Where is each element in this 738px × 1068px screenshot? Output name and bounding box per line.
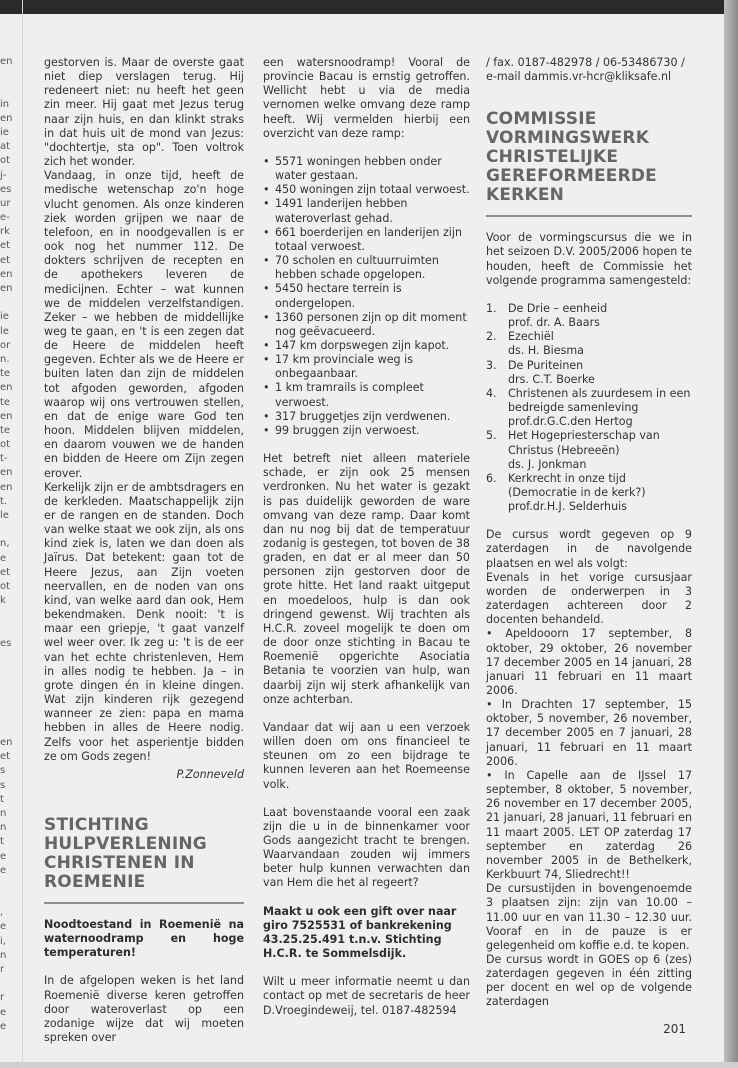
program-title: De Puriteinen bbox=[508, 358, 584, 372]
fragment-line: en bbox=[0, 283, 13, 294]
fragment-line: s bbox=[0, 779, 6, 791]
program-number: 3. bbox=[486, 358, 497, 372]
fragment-line: t bbox=[0, 836, 4, 848]
fragment-line: es bbox=[0, 637, 12, 649]
program-speaker: drs. C.T. Boerke bbox=[508, 372, 595, 386]
col1-intro: gestorven is. Maar de overste gaat niet diep verslagen terug. Hij redeneert niet: nu heeft het geen zin meer. Hij gaat met Jezus terug naar zijn huis, en dan klinkt straks in dat huis uit de mond van Jezus: "dochtertje, sta op". Toen voltrok zich het wonder. bbox=[44, 56, 244, 169]
fragment-line: t bbox=[0, 793, 4, 805]
col1-paragraph-3: In de afgelopen weken is het land Roemenië diverse keren getroffen door wateroverlast op een zodanige wijze dat wij moeten spreken over bbox=[44, 974, 244, 1045]
fragment-line bbox=[0, 977, 14, 991]
fragment-line: en bbox=[0, 382, 13, 394]
fragment-line bbox=[0, 722, 14, 736]
fragment-line: ot bbox=[0, 155, 11, 167]
fragment-line: et bbox=[0, 240, 11, 252]
fragment-line: et bbox=[0, 751, 11, 763]
fragment-line: ur bbox=[0, 197, 11, 209]
author-signature: P.Zonneveld bbox=[176, 767, 244, 781]
fragment-line: e bbox=[0, 552, 7, 564]
damage-item: • 317 bruggetjes zijn verdwenen. bbox=[263, 410, 470, 424]
fragment-line: e bbox=[0, 850, 7, 862]
fragment-line bbox=[0, 679, 14, 693]
fragment-line: or bbox=[0, 339, 11, 351]
gift-details: Maakt u ook een gift over naar giro 7525531 of bankrekening 43.25.25.491 t.n.v. Stichting H.C.R. te Sommelsdijk. bbox=[263, 904, 457, 961]
col3-paragraph-4: De cursus wordt in GOES op 6 (zes) zaterdagen gegeven in één zitting per docent en wel op de volgende zaterdagen bbox=[486, 952, 692, 1009]
fragment-line: rk bbox=[0, 226, 10, 238]
fragment-line: e- bbox=[0, 212, 10, 224]
program-title: Het Hogepriesterschap van Christus (Hebreeën) bbox=[508, 429, 660, 457]
damage-item: • 1491 landerijen hebben wateroverlast gehad. bbox=[263, 197, 470, 225]
contact-line: / fax. 0187-482978 / 06-53486730 / e-mail dammis.vr-hcr@kliksafe.nl bbox=[486, 56, 685, 84]
fragment-line: k bbox=[0, 595, 6, 607]
program-item bbox=[486, 472, 692, 514]
fragment-line: te bbox=[0, 424, 11, 436]
fragment-line: le bbox=[0, 325, 9, 337]
program-title: Christenen als zuurdesem in een bedreigde samenleving bbox=[508, 386, 691, 415]
fragment-line bbox=[0, 708, 14, 722]
fragment-line: en bbox=[0, 56, 13, 67]
schedule-drachten: • In Drachten 17 september, 15 oktober, 5 november, 26 november, 17 december 2005 en 7 januari, 28 januari, 11 februari en 11 maart 2006. bbox=[486, 698, 692, 768]
fragment-line: ie bbox=[0, 126, 9, 138]
damage-item: • 147 km dorpswegen zijn kapot. bbox=[263, 339, 470, 353]
program-speaker: ds. H. Biesma bbox=[508, 344, 584, 358]
fragment-line bbox=[0, 878, 14, 892]
fragment-line: e bbox=[0, 1006, 7, 1018]
fragment-line: es bbox=[0, 183, 12, 195]
col3-paragraph-3: De cursustijden in bovengenoemde 3 plaatsen zijn: zijn van 10.00 – 11.00 uur en van 11.30 – 12.30 uur. Vooraf en in de pauze is er gelegenheid om koffie e.d. te kopen. bbox=[486, 882, 692, 952]
program-number: 6. bbox=[486, 471, 497, 485]
fragment-line: , bbox=[0, 907, 4, 919]
program-speaker: prof.dr.G.C.den Hertog bbox=[508, 415, 633, 429]
fragment-line: n bbox=[0, 807, 7, 819]
program-item bbox=[486, 387, 692, 429]
fragment-line: n, bbox=[0, 538, 10, 550]
fragment-line: en bbox=[0, 737, 13, 748]
fragment-line: s bbox=[0, 765, 6, 777]
program-speaker: prof.dr.H.J. Selderhuis bbox=[508, 500, 627, 514]
program-number: 2. bbox=[486, 330, 497, 344]
col3-paragraph-1: De cursus wordt gegeven op 9 zaterdagen in de navolgende plaatsen en wel als volgt: bbox=[486, 528, 692, 570]
program-item bbox=[486, 359, 692, 387]
fragment-line: r bbox=[0, 992, 5, 1004]
program-item bbox=[486, 429, 692, 471]
fragment-line: ot bbox=[0, 439, 11, 451]
fragment-line: e bbox=[0, 864, 7, 876]
fragment-line: et bbox=[0, 566, 11, 578]
col3-paragraph-2: Evenals in het vorige cursusjaar worden de onderwerpen in 3 zaterdagen achtereen door 2 docenten behandeld. bbox=[486, 570, 692, 627]
program-speaker: prof. dr. A. Baars bbox=[508, 316, 600, 330]
fragment-line: t. bbox=[0, 495, 8, 507]
fragment-line bbox=[0, 69, 14, 83]
col2-paragraph-3: Laat bovenstaande vooral een zaak zijn die u in de binnenkamer voor Gods aangezicht tracht te brengen. Waarvandaan zouden wij immers beter hulp kunnen verwachten dan van Hem die het al regeert? bbox=[263, 805, 470, 890]
fragment-line bbox=[0, 83, 14, 97]
page-fold bbox=[22, 0, 23, 1068]
program-number: 1. bbox=[486, 301, 497, 315]
scan-top-edge bbox=[0, 0, 738, 14]
damage-item: • 1360 personen zijn op dit moment nog geëvacueerd. bbox=[263, 311, 470, 339]
col2-paragraph-1: Het betreft niet alleen materiele schade, er zijn ook 25 mensen verdronken. Nu het water is gezakt is pas duidelijk geworden de ware omvang van deze ramp. Daar komt dan nu nog bij dat de temperatuur zodanig is gestegen, tot boven de 38 graden, en dat er al meer dan 50 personen zijn gestorven door de grote hitte. Het land raakt uitgeput en moedeloos, hulp is dan ook dringend gewenst. Wij trachten als H.C.R. zoveel mogelijk te doen om de door onze stichting in Bacau te Roemenië opgerichte Asociatia Betania te voorzien van hulp, wan daarbij zijn wij sterk afhankelijk van onze achterban. bbox=[263, 452, 470, 706]
damage-item: • 70 scholen en cultuurruimten hebben schade opgelopen. bbox=[263, 254, 470, 282]
damage-item: • 450 woningen zijn totaal verwoest. bbox=[263, 183, 470, 197]
fragment-line: en bbox=[0, 112, 13, 124]
commissie-heading: COMMISSIE VORMINGSWERK CHRISTELIJKE GEREFORMEERDE KERKEN bbox=[486, 109, 657, 206]
page-number: 201 bbox=[663, 1022, 686, 1036]
heading-rule bbox=[486, 215, 692, 217]
program-item bbox=[486, 330, 692, 358]
schedule-capelle: • In Capelle aan de IJssel 17 september, 8 oktober, 5 november, 26 november en 17 december 2005, 21 januari, 28 januari, 11 februari en 11 maart 2005. LET OP zaterdag 17 september en zaterdag 26 november 2005 in de Bethelkerk, Kerkbuurt 74, Sliedrecht!! bbox=[486, 768, 692, 882]
fragment-line bbox=[0, 693, 14, 707]
damage-item: • 99 bruggen zijn verwoest. bbox=[263, 424, 470, 438]
hcr-heading: STICHTING HULPVERLENING CHRISTENEN IN ROEMENIE bbox=[44, 814, 207, 892]
col2-paragraph-4: Wilt u meer informatie neemt u dan contact op met de secretaris de heer D.Vroegindeweij, tel. 0187-482594 bbox=[263, 975, 470, 1017]
program-title: Kerkrecht in onze tijd (Democratie in de kerk?) bbox=[508, 471, 646, 499]
fragment-line bbox=[0, 892, 14, 906]
fragment-line: ie bbox=[0, 311, 9, 323]
column-1 bbox=[44, 56, 244, 1045]
col1-paragraph-1: Vandaag, in onze tijd, heeft de medische wetenschap zo'n hoge vlucht genomen. Als onze kinderen ziek worden grijpen we naar de telefoon, en in noodgevallen is er ook nog het nummer 112. De dokters schrijven de recepten en de apothekers leveren de medicijnen. Echter – wat kunnen we de middelen verzelfstandigen. Zeker – we hebben de middellijke weg te gaan, en 't is een zegen dat de Heere de middelen heeft gegeven. Echter als we de Heere er buiten laten dan zijn de middelen tot afgoden geworden, afgoden waarop wij ons vertrouwen stellen, en dat de enige ware God ten hoon. Middelen blijven middelen, en daarom vouwen we de handen en bidden de Heere om Zijn zegen erover. bbox=[44, 169, 244, 480]
fragment-line: en bbox=[0, 410, 13, 422]
scan-bottom-edge bbox=[0, 1062, 738, 1068]
fragment-line: en bbox=[0, 467, 13, 479]
col1-paragraph-2: Kerkelijk zijn er de ambtsdragers en de kerkleden. Maatschappelijk zijn er de rangen en de standen. Doch van welke staat we ook zijn, als ons kind ziek is, laten we dan doen als Jaïrus. Dat betekent: gaan tot de Heere Jezus, aan Zijn voeten neervallen, en de noden van ons kind, van welke aard dan ook, Hem bekendmaken. Denk nooit: 't is maar een griepje, 't gaat vanzelf wel weer over. Ik zeg u: 't is de eer van het echte christenleven, Hem in alles nodig te hebben. Ja – in grote dingen én in kleine dingen. Wat zijn kinderen rijk gezegend wanneer ze zien: papa en mama hebben in alles de Heere nodig. Zelfs voor het asperientje bidden ze om Gods zegen! bbox=[44, 480, 244, 763]
damage-item: • 5571 woningen hebben onder water gestaan. bbox=[263, 155, 470, 183]
fragment-line bbox=[0, 608, 14, 622]
fragment-line: n bbox=[0, 822, 7, 834]
damage-item: • 5450 hectare terrein is ondergelopen. bbox=[263, 282, 470, 310]
fragment-line bbox=[0, 296, 14, 310]
fragment-line: et bbox=[0, 254, 11, 266]
fragment-line: in bbox=[0, 98, 10, 110]
fragment-line: e bbox=[0, 1020, 7, 1032]
program-title: Ezechiël bbox=[508, 330, 554, 344]
col2-paragraph-2: Vandaar dat wij aan u een verzoek willen doen om ons financieel te steunen om zo een bijdrage te kunnen leveren aan het Roemeense volk. bbox=[263, 720, 470, 791]
fragment-line: n. bbox=[0, 353, 10, 365]
column-2 bbox=[263, 56, 470, 1018]
previous-page-fragments bbox=[0, 55, 14, 1034]
damage-item: • 661 boerderijen en landerijen zijn totaal verwoest. bbox=[263, 226, 470, 254]
damage-item: • 17 km provinciale weg is onbegaanbaar. bbox=[263, 353, 470, 381]
fragment-line: ot bbox=[0, 580, 11, 592]
fragment-line: en bbox=[0, 268, 13, 280]
fragment-line: j- bbox=[0, 169, 7, 181]
damage-list bbox=[263, 155, 470, 438]
fragment-line: r bbox=[0, 964, 5, 975]
program-number: 4. bbox=[486, 386, 497, 400]
fragment-line: t- bbox=[0, 453, 8, 465]
heading-rule bbox=[44, 902, 244, 904]
col3-intro: Voor de vormingscursus die we in het seizoen D.V. 2005/2006 hopen te houden, heeft de Commissie het volgende programma samengesteld: bbox=[486, 231, 692, 287]
fragment-line: le bbox=[0, 510, 9, 521]
program-speaker: ds. J. Jonkman bbox=[508, 457, 587, 471]
fragment-line bbox=[0, 523, 14, 537]
program-title: De Drie – eenheid bbox=[508, 301, 608, 315]
damage-item: • 1 km tramrails is compleet verwoest. bbox=[263, 381, 470, 409]
fragment-line bbox=[0, 623, 14, 637]
program-number: 5. bbox=[486, 429, 497, 443]
fragment-line: en bbox=[0, 481, 13, 493]
program-item bbox=[486, 302, 692, 330]
fragment-line bbox=[0, 665, 14, 679]
column-3 bbox=[486, 56, 692, 1010]
fragment-line: te bbox=[0, 368, 11, 380]
schedule-apeldoorn: • Apeldooorn 17 september, 8 oktober, 29 oktober, 26 november 17 december 2005 en 14 januari, 28 januari 11 februari en 11 maart 2006. bbox=[486, 627, 692, 697]
fragment-line bbox=[0, 651, 14, 665]
scan-right-edge bbox=[724, 0, 738, 1068]
col2-intro: een watersnoodramp! Vooral de provincie Bacau is ernstig getroffen. Wellicht hebt u via de media vernomen welke omvang deze ramp heeft. Wij vermelden hierbij een overzicht van deze ramp: bbox=[263, 56, 470, 140]
hcr-subheading: Noodtoestand in Roemenië na waternoodramp en hoge temperaturen! bbox=[44, 917, 244, 960]
fragment-line: i, bbox=[0, 935, 6, 947]
program-list bbox=[486, 302, 692, 514]
fragment-line: te bbox=[0, 396, 11, 408]
fragment-line: at bbox=[0, 141, 11, 153]
fragment-line: e bbox=[0, 921, 7, 933]
fragment-line: n bbox=[0, 949, 7, 961]
